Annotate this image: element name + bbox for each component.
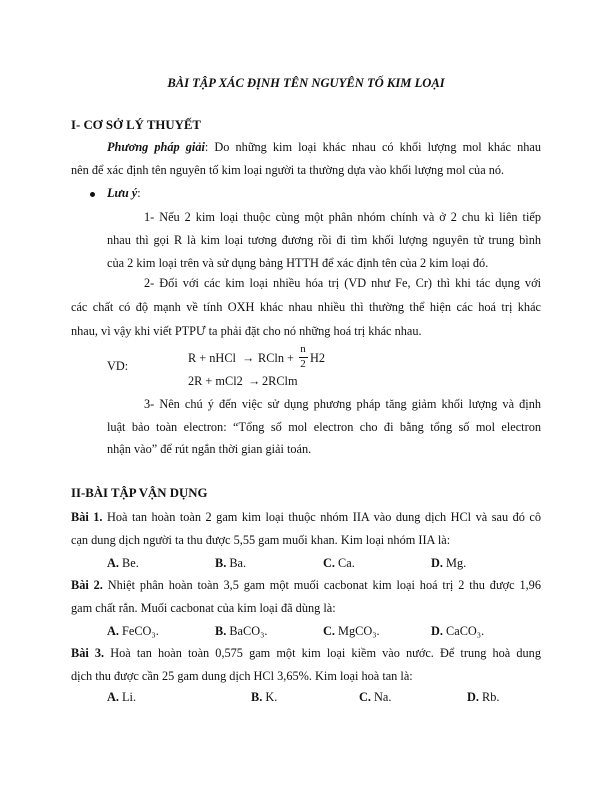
question-1-text: Hoà tan hoàn toàn 2 gam kim loại thuộc nhóm IIA vào dung dịch HCl và sau đó cô xyxy=(102,510,541,524)
option-text: Mg. xyxy=(446,556,467,570)
option-text: Na. xyxy=(374,690,392,704)
equation-1-right: RCln + xyxy=(258,351,294,365)
option-text: Rb. xyxy=(482,690,500,704)
note-colon: : xyxy=(137,186,141,200)
option-letter: D. xyxy=(431,556,443,570)
option-letter: C. xyxy=(323,556,335,570)
fraction-numerator: n xyxy=(300,343,306,355)
point-3-line2: luật bảo toàn electron: “Tổng số mol electron cho đi bằng tổng số mol electron xyxy=(107,420,541,434)
question-3-line1 xyxy=(71,646,541,661)
point-2-line1: 2- Đối với các kim loại nhiều hóa trị (VD như Fe, Cr) thì khi tác dụng với xyxy=(144,276,541,290)
option-text: MgCO₃. xyxy=(338,624,380,638)
q2-option-a xyxy=(107,624,159,639)
q2-option-c xyxy=(323,624,380,639)
option-text: Ca. xyxy=(338,556,355,570)
section-2-heading: II-BÀI TẬP VẬN DỤNG xyxy=(71,486,208,500)
point-1-line2: nhau thì gọi R là kim loại tương đương rồi đi tìm khối lượng nguyên tử trung bình xyxy=(107,233,541,247)
option-letter: B. xyxy=(215,556,227,570)
option-text: Ba. xyxy=(229,556,247,570)
point-3-line1: 3- Nên chú ý đến việc sử dụng phương pháp tăng giảm khối lượng và định xyxy=(144,397,541,411)
option-letter: A. xyxy=(107,556,119,570)
q3-option-d xyxy=(467,690,499,705)
equation-1-end: H2 xyxy=(310,351,326,365)
q1-option-d xyxy=(431,556,466,571)
q1-option-c xyxy=(323,556,355,571)
equation-2-right: 2RClm xyxy=(262,374,298,388)
option-letter: A. xyxy=(107,690,119,704)
option-text: K. xyxy=(265,690,278,704)
option-letter: C. xyxy=(359,690,371,704)
point-2-line3: nhau, vì vậy khi viết PTPƯ ta phải đặt cho nó những hoá trị khác nhau. xyxy=(71,324,422,338)
option-text: Be. xyxy=(122,556,139,570)
equation-2-left: 2R + mCl2 xyxy=(188,374,243,388)
point-3-line3: nhận vào” để rút ngắn thời gian giải toán. xyxy=(107,442,312,456)
option-letter: B. xyxy=(215,624,227,638)
question-2-line1 xyxy=(71,578,541,593)
q3-option-c xyxy=(359,690,391,705)
option-text: FeCO₃. xyxy=(122,624,159,638)
q1-option-b xyxy=(215,556,246,571)
equation-1-left: R + nHCl xyxy=(188,351,236,365)
question-3-label: Bài 3. xyxy=(71,646,105,660)
method-paragraph-line1 xyxy=(71,140,541,155)
section-1-heading: I- CƠ SỞ LÝ THUYẾT xyxy=(71,118,201,132)
option-letter: D. xyxy=(467,690,479,704)
question-2-text: Nhiệt phân hoàn toàn 3,5 gam một muối cacbonat kim loại hoá trị 2 thu được 1,96 xyxy=(102,578,541,592)
arrow-icon: → xyxy=(248,374,261,388)
bullet-icon xyxy=(90,192,95,197)
question-3-text: Hoà tan hoàn toàn 0,575 gam một kim loại kiềm vào nước. Để trung hoà dung xyxy=(104,646,541,660)
option-text: BaCO₃. xyxy=(229,624,268,638)
option-text: Li. xyxy=(122,690,137,704)
question-1-line1 xyxy=(71,510,541,525)
q2-option-b xyxy=(215,624,267,639)
option-letter: A. xyxy=(107,624,119,638)
method-text: : Do những kim loại khác nhau có khối lượng mol khác nhau xyxy=(204,140,541,154)
option-letter: D. xyxy=(431,624,443,638)
arrow-icon: → xyxy=(242,351,255,365)
q3-option-b xyxy=(251,690,277,705)
question-2-line2: gam chất rắn. Muối cacbonat của kim loại đã dùng là: xyxy=(71,601,336,615)
option-letter: B. xyxy=(251,690,263,704)
fraction-denominator: 2 xyxy=(300,358,306,370)
question-3-line2: dịch thu được cần 25 gam dung dịch HCl 3,65%. Kim loại hoà tan là: xyxy=(71,669,413,683)
note-heading xyxy=(107,186,141,201)
example-label: VD: xyxy=(107,359,129,373)
option-letter: C. xyxy=(323,624,335,638)
note-label: Lưu ý xyxy=(107,186,138,200)
method-label: Phương pháp giải xyxy=(107,140,205,154)
point-1-line3: của 2 kim loại trên và sử dụng bảng HTTH để xác định tên của 2 kim loại đó. xyxy=(107,256,489,270)
question-1-line2: cạn dung dịch người ta thu được 5,55 gam muối khan. Kim loại nhóm IIA là: xyxy=(71,533,451,547)
question-2-label: Bài 2. xyxy=(71,578,103,592)
method-paragraph-line2: nên để xác định tên nguyên tố kim loại người ta thường dựa vào khối lượng mol của nó. xyxy=(71,163,505,177)
point-2-line2: các chất có độ mạnh về tính OXH khác nhau nhiều thì thường thể hiện các hoá trị khác xyxy=(71,300,541,314)
q3-option-a xyxy=(107,690,136,705)
document-title: BÀI TẬP XÁC ĐỊNH TÊN NGUYÊN TỐ KIM LOẠI xyxy=(167,76,445,90)
question-1-label: Bài 1. xyxy=(71,510,103,524)
option-text: CaCO₃. xyxy=(446,624,485,638)
point-1-line1: 1- Nếu 2 kim loại thuộc cùng một phân nhóm chính và ở 2 chu kì liên tiếp xyxy=(144,210,541,224)
q1-option-a xyxy=(107,556,139,571)
q2-option-d xyxy=(431,624,484,639)
